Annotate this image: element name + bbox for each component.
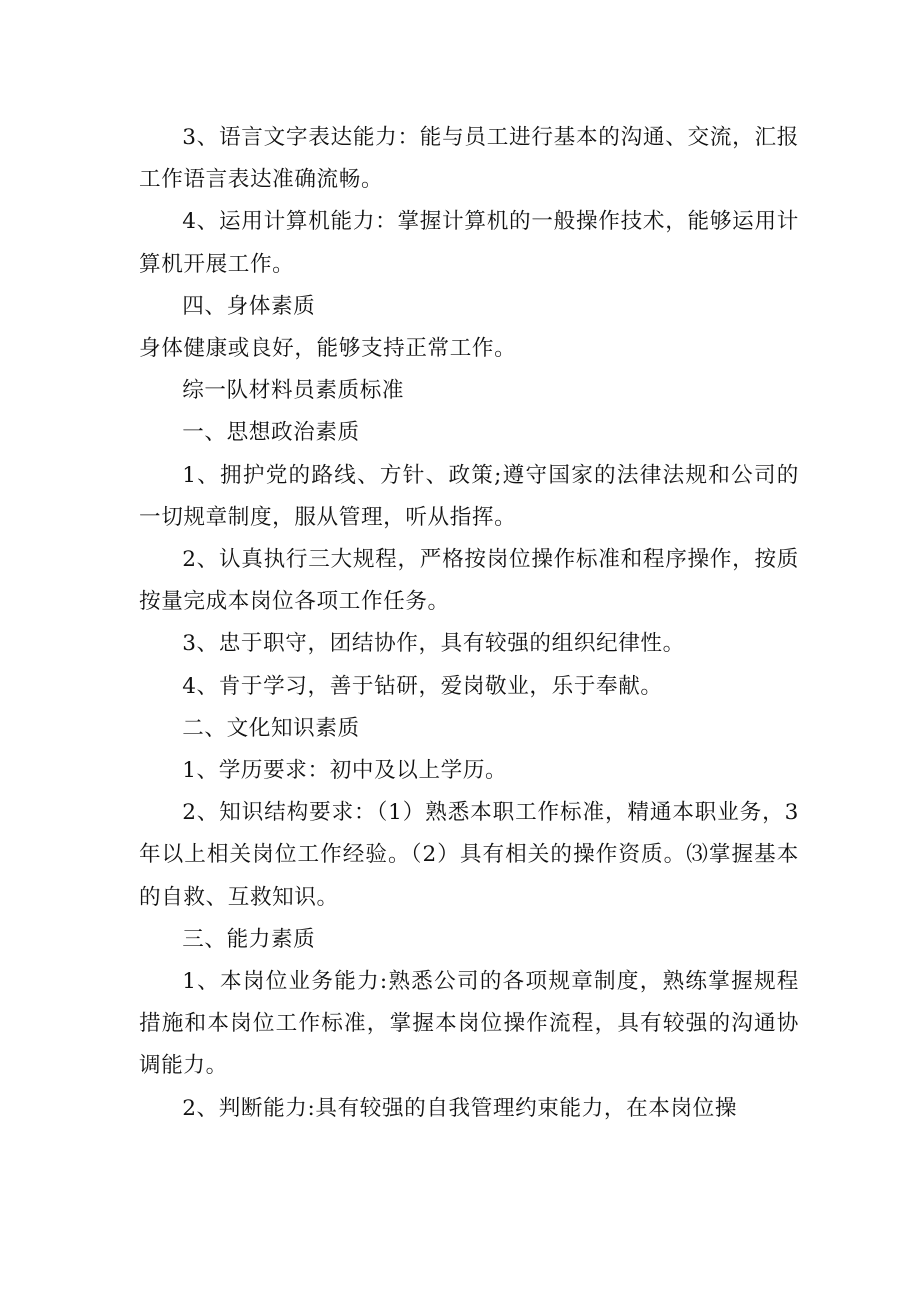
paragraph-education-requirement: 1、学历要求：初中及以上学历。 (182, 758, 508, 784)
paragraph-loyalty-cooperation: 3、忠于职守，团结协作，具有较强的组织纪律性。 (182, 631, 685, 657)
document-body (139, 117, 799, 1130)
paragraph-job-business-ability: 1、本岗位业务能力:熟悉公司的各项规章制度，熟练掌握规程措施和本岗位工作标准，掌握本岗位操作流程，具有较强的沟通协调能力。 (139, 969, 799, 1079)
paragraph-support-policies: 1、拥护党的路线、方针、政策;遵守国家的法律法规和公司的一切规章制度，服从管理，听从指挥。 (139, 462, 799, 530)
paragraph-willing-to-learn: 4、肯于学习，善于钻研，爱岗敬业，乐于奉献。 (182, 673, 663, 699)
paragraph-computer-ability: 4、运用计算机能力：掌握计算机的一般操作技术，能够运用计算机开展工作。 (139, 209, 799, 277)
heading-ability-quality: 三、能力素质 (182, 926, 316, 952)
section-title-material-clerk-standard: 综一队材料员素质标准 (182, 378, 405, 404)
paragraph-execute-regulations: 2、认真执行三大规程，严格按岗位操作标准和程序操作，按质按量完成本岗位各项工作任务。 (139, 547, 799, 615)
paragraph-language-expression-ability: 3、语言文字表达能力：能与员工进行基本的沟通、交流，汇报工作语言表达准确流畅。 (139, 125, 799, 193)
heading-cultural-knowledge-quality: 二、文化知识素质 (182, 715, 360, 741)
paragraph-judgment-ability: 2、判断能力:具有较强的自我管理约束能力，在本岗位操 (182, 1095, 738, 1121)
paragraph-knowledge-structure: 2、知识结构要求：（1）熟悉本职工作标准，精通本职业务，3年以上相关岗位工作经验。（2）具有相关的操作资质。⑶掌握基本的自救、互救知识。 (139, 800, 799, 910)
heading-physical-quality: 四、身体素质 (182, 293, 316, 319)
heading-ideological-political-quality: 一、思想政治素质 (182, 420, 360, 446)
paragraph-physical-health: 身体健康或良好，能够支持正常工作。 (139, 336, 517, 362)
